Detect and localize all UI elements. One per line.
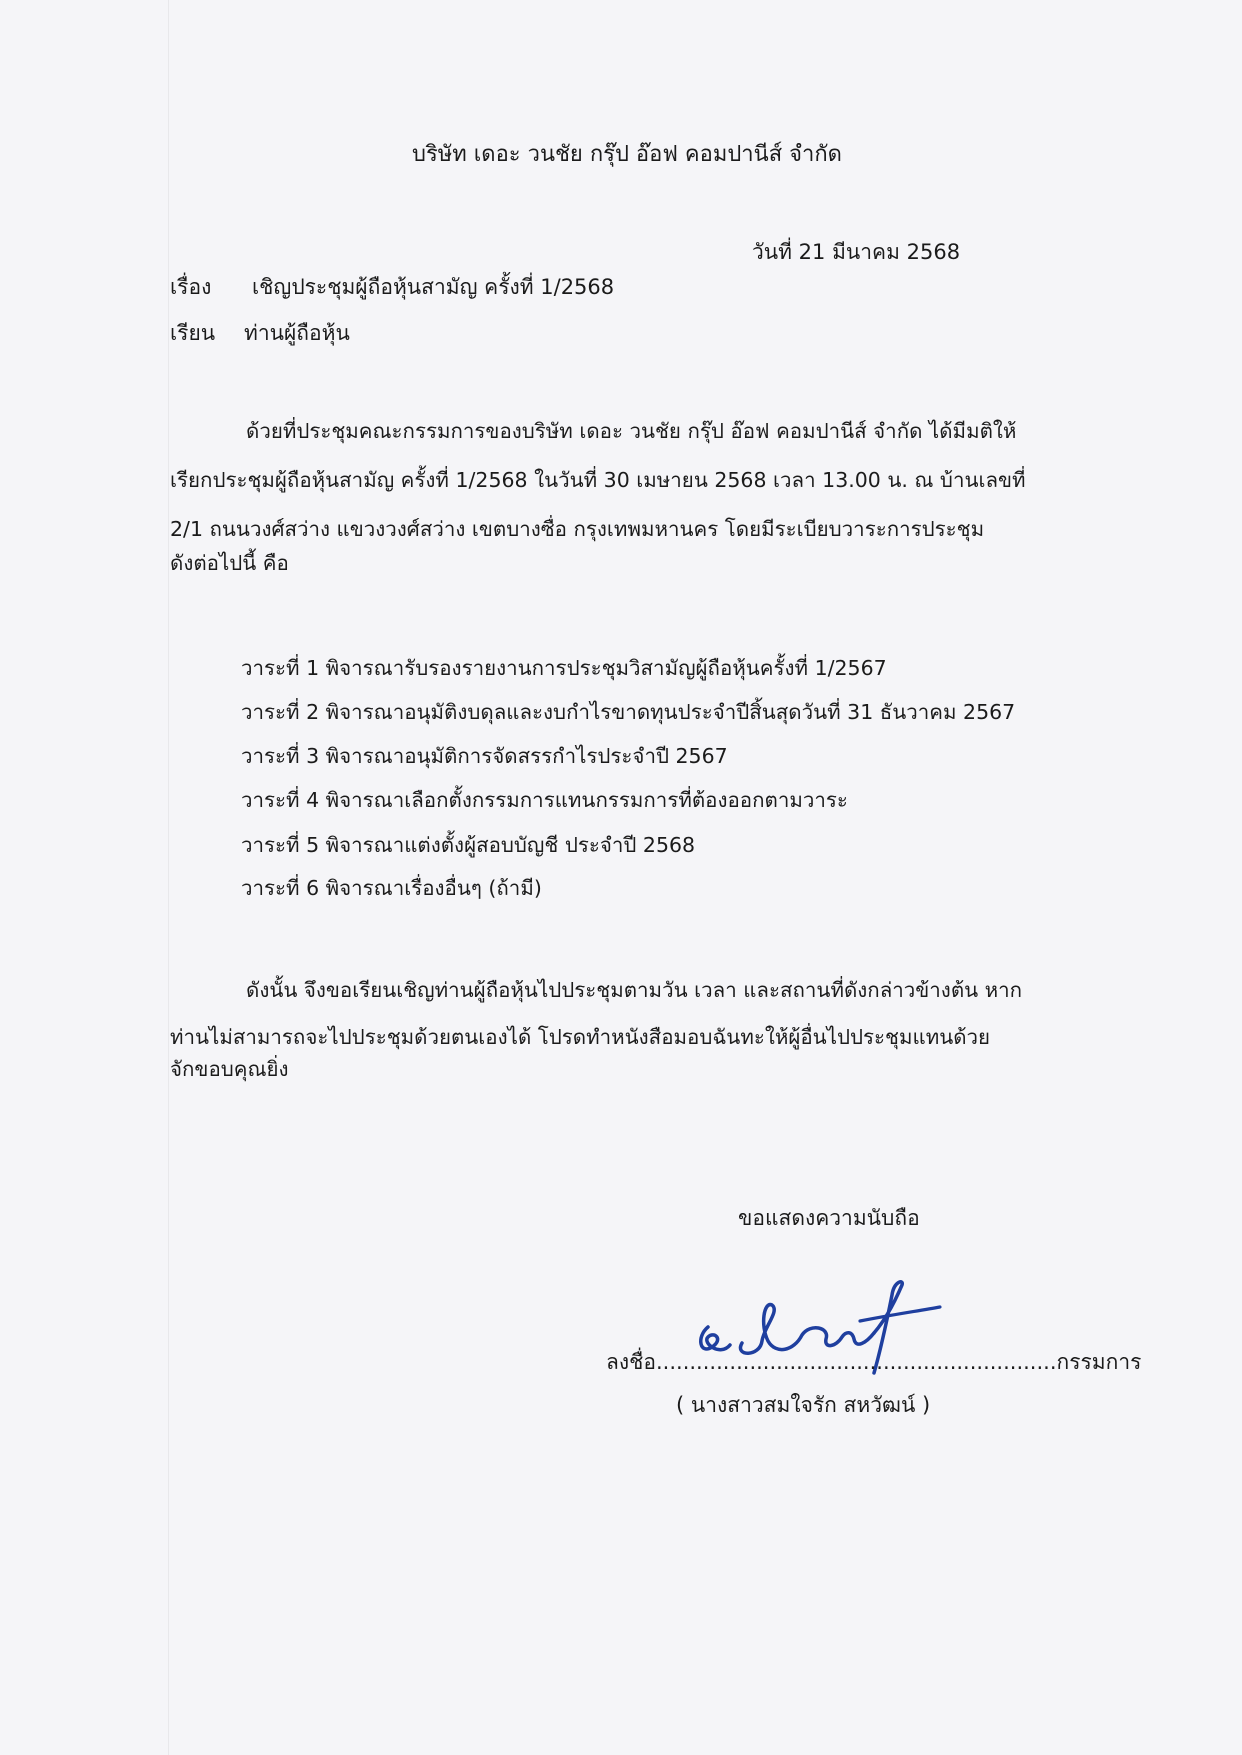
signature-line: ลงชื่อ............................................................กรรมการ bbox=[606, 1350, 1142, 1374]
subject-label: เรื่อง bbox=[170, 275, 212, 299]
agenda-item: วาระที่ 2 พิจารณาอนุมัติงบดุลและงบกำไรขาดทุนประจำปีสิ้นสุดวันที่ 31 ธันวาคม 2567 bbox=[241, 700, 1016, 724]
conclusion-line: ท่านไม่สามารถจะไปประชุมด้วยตนเองได้ โปรดทำหนังสือมอบฉันทะให้ผู้อื่นไปประชุมแทนด้วย bbox=[170, 1025, 991, 1049]
intro-line: ดังต่อไปนี้ คือ bbox=[170, 551, 289, 575]
scan-edge-line bbox=[168, 0, 169, 1755]
company-name: บริษัท เดอะ วนชัย กรุ๊ป อ๊อฟ คอมปานีส์ จำกัด bbox=[412, 142, 842, 167]
recipient-text: ท่านผู้ถือหุ้น bbox=[244, 321, 350, 345]
conclusion-line: จักขอบคุณยิ่ง bbox=[170, 1057, 289, 1081]
subject-text: เชิญประชุมผู้ถือหุ้นสามัญ ครั้งที่ 1/2568 bbox=[252, 275, 615, 299]
agenda-item: วาระที่ 1 พิจารณารับรองรายงานการประชุมวิสามัญผู้ถือหุ้นครั้งที่ 1/2567 bbox=[241, 656, 887, 680]
recipient-label: เรียน bbox=[170, 321, 216, 345]
intro-line: ด้วยที่ประชุมคณะกรรมการของบริษัท เดอะ วนชัย กรุ๊ป อ๊อฟ คอมปานีส์ จำกัด ได้มีมติให้ bbox=[246, 419, 1017, 443]
intro-line: เรียกประชุมผู้ถือหุ้นสามัญ ครั้งที่ 1/2568 ในวันที่ 30 เมษายน 2568 เวลา 13.00 น. ณ บ้านเลขที่ bbox=[170, 468, 1026, 492]
agenda-item: วาระที่ 5 พิจารณาแต่งตั้งผู้สอบบัญชี ประจำปี 2568 bbox=[241, 833, 696, 857]
closing-salutation: ขอแสดงความนับถือ bbox=[738, 1206, 920, 1230]
intro-line: 2/1 ถนนวงศ์สว่าง แขวงวงศ์สว่าง เขตบางซื่อ กรุงเทพมหานคร โดยมีระเบียบวาระการประชุม bbox=[170, 517, 985, 541]
conclusion-line: ดังนั้น จึงขอเรียนเชิญท่านผู้ถือหุ้นไปประชุมตามวัน เวลา และสถานที่ดังกล่าวข้างต้น หาก bbox=[246, 978, 1023, 1002]
signer-name: ( นางสาวสมใจรัก สหวัฒน์ ) bbox=[676, 1393, 931, 1417]
agenda-item: วาระที่ 3 พิจารณาอนุมัติการจัดสรรกำไรประจำปี 2567 bbox=[241, 744, 728, 768]
letter-date: วันที่ 21 มีนาคม 2568 bbox=[752, 240, 961, 264]
agenda-item: วาระที่ 4 พิจารณาเลือกตั้งกรรมการแทนกรรมการที่ต้องออกตามวาระ bbox=[241, 788, 848, 812]
agenda-item: วาระที่ 6 พิจารณาเรื่องอื่นๆ (ถ้ามี) bbox=[241, 876, 542, 900]
